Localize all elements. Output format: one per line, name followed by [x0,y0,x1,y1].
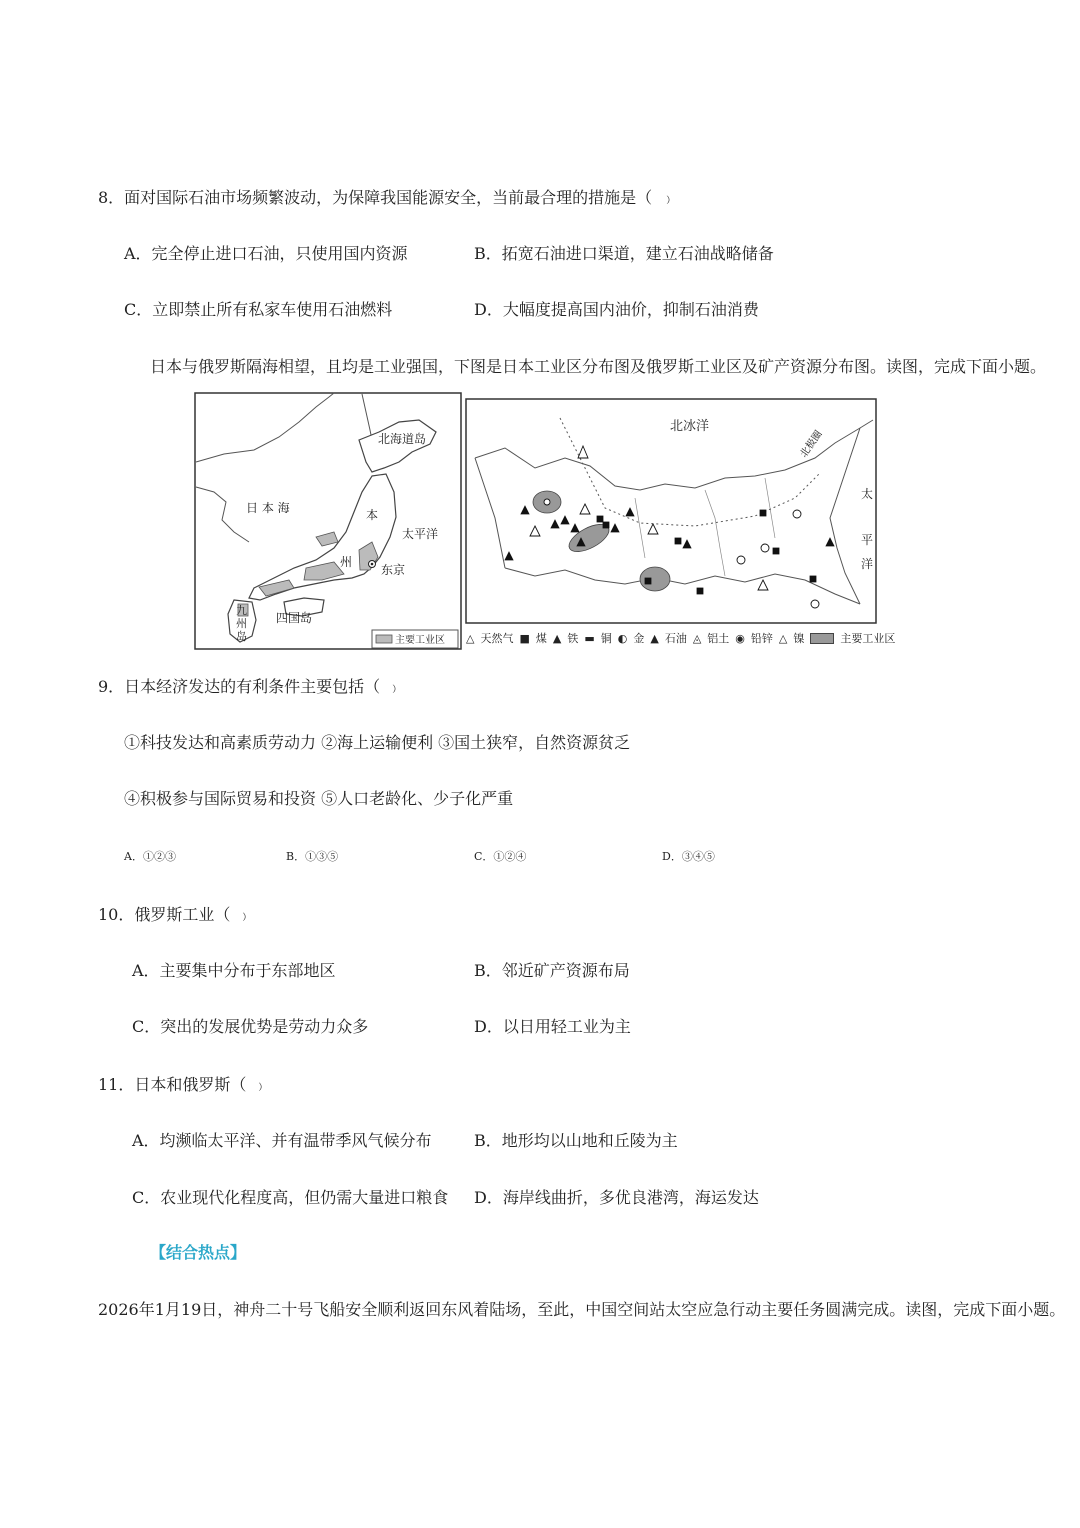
q8-option-c[interactable]: C．立即禁止所有私家车使用石油燃料 [124,300,393,319]
label-kyushu-1: 九 [236,604,247,617]
label-russia-pacific-2: 平 [861,533,874,547]
q9-stem: 9．日本经济发达的有利条件主要包括（ ） [98,677,402,696]
q10-option-c[interactable]: C．突出的发展优势是劳动力众多 [132,1017,369,1036]
industrial-area-icon [810,633,834,644]
q9-option-c[interactable]: C．①②④ [474,850,527,863]
label-russia-pacific-3: 洋 [861,557,874,571]
q11-option-a[interactable]: A．均濒临太平洋、并有温带季风气候分布 [132,1131,432,1150]
bauxite-icon: ◬ [692,631,702,645]
label-russia-pacific-1: 太 [861,487,874,501]
label-pacific: 太平洋 [402,527,439,541]
label-arctic-ocean: 北冰洋 [670,419,710,434]
label-honshu-2: 州 [340,555,353,569]
q11-stem: 11．日本和俄罗斯（ ） [98,1075,268,1094]
gold-icon: ◐ [617,631,628,645]
russia-map [465,398,877,624]
label-shikoku: 四国岛 [276,611,313,625]
label-sea-of-japan: 日 本 海 [246,501,290,515]
coal-icon: ■ [519,631,530,645]
russia-legend: △ 天然气 ■ 煤 ▲ 铁 ▬ 铜 ◐ 金 ▲ 石油 ◬ 铝土 ◉ 铅锌 △ 镍 主要工业区 [466,631,896,645]
leadzinc-icon: ◉ [735,631,745,645]
label-kyushu-2: 州 [236,617,247,630]
q11-option-b[interactable]: B．地形均以山地和丘陵为主 [474,1131,678,1150]
q8-stem: 8．面对国际石油市场频繁波动，为保障我国能源安全，当前最合理的措施是（ ） [98,188,676,207]
oil-icon: ▲ [650,631,659,645]
q9-statements-line1: ①科技发达和高素质劳动力 ②海上运输便利 ③国土狭窄，自然资源贫乏 [124,733,631,752]
intro-paragraph: 日本与俄罗斯隔海相望，且均是工业强国，下图是日本工业区分布图及俄罗斯工业区及矿产资源分布图。读图，完成下面小题。 [150,357,1047,376]
q10-option-d[interactable]: D．以日用轻工业为主 [474,1017,631,1036]
q8-option-a[interactable]: A．完全停止进口石油，只使用国内资源 [124,244,408,263]
gas-icon: △ [466,631,475,645]
q10-option-b[interactable]: B．邻近矿产资源布局 [474,961,630,980]
nickel-icon: △ [778,631,788,645]
q9-option-d[interactable]: D．③④⑤ [662,850,715,863]
iron-icon: ▲ [552,631,562,645]
industrial-area-icon [376,635,392,643]
label-arctic-circle: 北极圈 [798,428,825,460]
japan-map [194,392,462,650]
hotspot-tag: 【结合热点】 [150,1243,247,1262]
label-honshu-1: 本 [366,508,379,522]
japan-legend-label: 主要工业区 [395,635,445,646]
hotspot-paragraph: 2026年1月19日，神舟二十号飞船安全顺利返回东风着陆场，至此，中国空间站太空应急行动主要任务圆满完成。读图，完成下面小题。 [98,1300,1066,1319]
q10-option-a[interactable]: A．主要集中分布于东部地区 [132,961,336,980]
label-hokkaido: 北海道岛 [378,432,427,446]
q10-stem: 10．俄罗斯工业（ ） [98,905,252,924]
q9-statements-line2: ④积极参与国际贸易和投资 ⑤人口老龄化、少子化严重 [124,789,514,808]
q9-option-a[interactable]: A．①②③ [124,850,176,863]
q11-option-c[interactable]: C．农业现代化程度高，但仍需大量进口粮食 [132,1188,449,1207]
label-kyushu-3: 岛 [236,630,247,643]
q11-option-d[interactable]: D．海岸线曲折，多优良港湾，海运发达 [474,1188,759,1207]
q8-option-d[interactable]: D．大幅度提高国内油价，抑制石油消费 [474,300,759,319]
copper-icon: ▬ [584,631,595,645]
q8-option-b[interactable]: B．拓宽石油进口渠道，建立石油战略储备 [474,244,774,263]
q9-option-b[interactable]: B．①③⑤ [286,850,339,863]
label-tokyo: 东京 [381,563,406,577]
